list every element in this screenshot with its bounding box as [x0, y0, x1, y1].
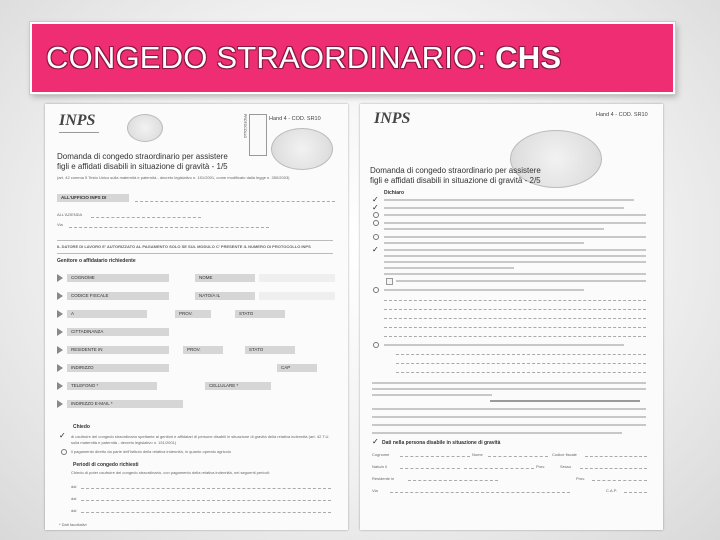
periodo-line[interactable] — [81, 512, 331, 513]
field-prov[interactable]: PROV. — [175, 310, 211, 318]
periodo-line[interactable] — [384, 309, 646, 310]
radio-option[interactable] — [373, 212, 379, 218]
declaration-line — [396, 280, 646, 282]
checkmark-icon: ✓ — [59, 431, 66, 440]
field-cellulare[interactable]: CELLULARE * — [205, 382, 271, 390]
field-residente[interactable]: RESIDENTE IN — [67, 346, 169, 354]
office-label: ALL'UFFICIO INPS DI — [57, 194, 129, 202]
label-codice-fiscale: Codice fiscale — [552, 452, 577, 457]
periodo-label: dal — [71, 496, 77, 501]
declaration-line — [384, 261, 646, 263]
row-arrow-icon — [57, 382, 63, 390]
input-line[interactable] — [580, 468, 647, 469]
slide-title-emphasis: CHS — [495, 40, 562, 75]
input-line[interactable] — [592, 480, 647, 481]
field-cittadinanza[interactable]: CITTADINANZA — [67, 328, 169, 336]
field-indirizzo[interactable]: INDIRIZZO — [67, 364, 169, 372]
field-nato-value[interactable] — [259, 292, 335, 300]
input-line[interactable] — [400, 456, 470, 457]
periodo-label: dal — [71, 508, 77, 513]
form-page-1 — [45, 104, 348, 530]
periodo-line[interactable] — [384, 327, 646, 328]
divider — [57, 240, 333, 241]
input-line[interactable] — [400, 468, 460, 469]
slide-title: CONGEDO STRAORDINARIO: — [46, 40, 487, 75]
row-arrow-icon — [57, 328, 63, 336]
field-email[interactable]: INDIRIZZO E-MAIL * — [67, 400, 183, 408]
input-line[interactable] — [585, 456, 647, 457]
office-input-line[interactable] — [135, 201, 335, 202]
company-input-line[interactable] — [91, 217, 201, 218]
declaration-line — [384, 267, 514, 269]
declaration-line — [384, 236, 646, 238]
radio-option[interactable] — [373, 234, 379, 240]
declaration-line — [384, 199, 634, 201]
declaration-line — [384, 222, 646, 224]
field-a[interactable]: A — [67, 310, 147, 318]
field-cap[interactable]: CAP — [277, 364, 317, 372]
label-sesso: Sesso — [560, 464, 572, 469]
seal-icon — [271, 128, 333, 170]
field-stato-res[interactable]: STATO — [245, 346, 295, 354]
declaration-line — [384, 228, 604, 230]
row-arrow-icon — [57, 310, 63, 318]
declaration-line — [372, 382, 646, 384]
declaration-line — [372, 416, 646, 418]
declaration-line — [372, 408, 646, 410]
form-heading-2: figli e affidati disabili in situazione di gravità - 1/5 — [57, 162, 228, 171]
field-nome-value[interactable] — [259, 274, 335, 282]
field-prov-res[interactable]: PROV. — [183, 346, 223, 354]
via-label: Via — [57, 222, 63, 227]
periodo-line[interactable] — [384, 336, 646, 337]
form-page-2 — [360, 104, 663, 530]
chiedo-text-1: di usufruire del congedo straordinario spettante ai genitori e affidatari di persone disabili in situazione di gravità della relativa indennità (art. 42 T.U. sulla maternità e paternità - decreto legislativo n. 151/2001) — [71, 434, 330, 445]
declaration-line — [384, 273, 646, 275]
declaration-line — [384, 214, 646, 216]
declaration-line — [372, 424, 646, 426]
radio-option[interactable] — [373, 220, 379, 226]
periodo-line[interactable] — [396, 372, 646, 373]
form-code: Hand 4 - COD. SR10 — [596, 112, 648, 118]
label-via: Via — [372, 488, 378, 493]
field-codice-fiscale[interactable]: CODICE FISCALE — [67, 292, 169, 300]
input-line[interactable] — [464, 468, 534, 469]
footer-note: * Dati facoltativi — [59, 522, 87, 527]
periodo-line[interactable] — [384, 318, 646, 319]
field-cognome[interactable]: COGNOME — [67, 274, 169, 282]
declaration-line — [384, 344, 624, 346]
stamp-icon — [127, 114, 163, 142]
declaration-line — [384, 289, 584, 291]
checkbox[interactable] — [386, 278, 393, 285]
slide-title-bar — [30, 22, 675, 94]
row-arrow-icon — [57, 292, 63, 300]
dichiaro-title: Dichiaro — [384, 190, 405, 196]
periodo-line[interactable] — [396, 363, 646, 364]
signature-line[interactable] — [490, 400, 640, 402]
protocol-label: PROTOCOLLO — [243, 114, 247, 139]
logo-underline — [59, 132, 99, 133]
inps-logo: INPS — [374, 110, 411, 127]
form-heading-1: Domanda di congedo straordinario per assistere — [57, 152, 228, 161]
section-applicant-title: Genitore o affidatario richiedente — [57, 258, 136, 264]
field-telefono[interactable]: TELEFONO * — [67, 382, 157, 390]
periodi-text: Chiedo di poter usufruire del congedo straordinario, con pagamento della relativa indennità, nei seguenti periodi: — [71, 470, 270, 475]
protocol-box — [249, 114, 267, 156]
radio-option[interactable] — [61, 449, 67, 455]
label-residente: Residente in — [372, 476, 395, 481]
disabled-person-title: Dati nella persona disabile in situazione di gravità — [382, 440, 501, 446]
input-line[interactable] — [390, 492, 570, 493]
label-nome: Nome — [472, 452, 483, 457]
label-prov: Prov. — [576, 476, 586, 481]
form-code: Hand 4 - COD. SR10 — [269, 116, 321, 122]
input-line[interactable] — [624, 492, 647, 493]
section-periodi-title: Periodi di congedo richiesti — [73, 462, 139, 468]
label-nato-il: Nato/a il — [372, 464, 387, 469]
periodo-line[interactable] — [81, 500, 331, 501]
section-chiedo-title: Chiedo — [73, 424, 90, 430]
label-prov: Prov. — [536, 464, 546, 469]
via-input-line[interactable] — [69, 227, 269, 228]
periodo-line[interactable] — [384, 300, 646, 301]
employer-notice: IL DATORE DI LAVORO E' AUTORIZZATO AL PAGAMENTO SOLO SE SUL MODULO C' PRESENTE IL NUMERO DI PROTOCOLLO INPS — [57, 244, 311, 249]
input-line[interactable] — [408, 480, 498, 481]
checkmark-icon: ✓ — [372, 195, 379, 204]
row-arrow-icon — [57, 274, 63, 282]
row-arrow-icon — [57, 346, 63, 354]
periodo-line[interactable] — [396, 354, 646, 355]
field-nato-il[interactable]: NATO/A IL — [195, 292, 255, 300]
declaration-line — [384, 255, 646, 257]
radio-option[interactable] — [373, 287, 379, 293]
declaration-line — [372, 394, 492, 396]
declaration-line — [384, 207, 624, 209]
periodo-label: dal — [71, 484, 77, 489]
form-heading-2: figli e affidati disabili in situazione di gravità - 2/5 — [370, 176, 541, 185]
declaration-line — [372, 388, 646, 390]
field-stato[interactable]: STATO — [235, 310, 285, 318]
checkmark-icon: ✓ — [372, 245, 379, 254]
inps-logo: INPS — [59, 112, 96, 129]
declaration-line — [384, 242, 584, 244]
declaration-line — [372, 432, 622, 434]
row-arrow-icon — [57, 400, 63, 408]
field-nome[interactable]: NOME — [195, 274, 255, 282]
company-label: ALL'AZIENDA — [57, 212, 83, 217]
checkmark-icon: ✓ — [372, 437, 379, 446]
label-cap: C.A.P. — [606, 488, 618, 493]
input-line[interactable] — [488, 456, 548, 457]
form-heading-1: Domanda di congedo straordinario per assistere — [370, 166, 541, 175]
checkmark-icon: ✓ — [372, 203, 379, 212]
periodo-line[interactable] — [81, 488, 331, 489]
label-cognome: Cognome — [372, 452, 390, 457]
row-arrow-icon — [57, 364, 63, 372]
divider — [57, 253, 333, 254]
chiedo-text-2: il pagamento diretto da parte dell'Istituto della relativa indennità, in quanto operaio agricolo — [71, 449, 231, 454]
declaration-line — [384, 249, 646, 251]
form-subheading: (art. 42 comma 5 Testo Unico sulla maternità e paternità - decreto legislativo n. 151/2001, come modificato dalla legge n. 350/2003) — [57, 175, 290, 180]
radio-option[interactable] — [373, 342, 379, 348]
